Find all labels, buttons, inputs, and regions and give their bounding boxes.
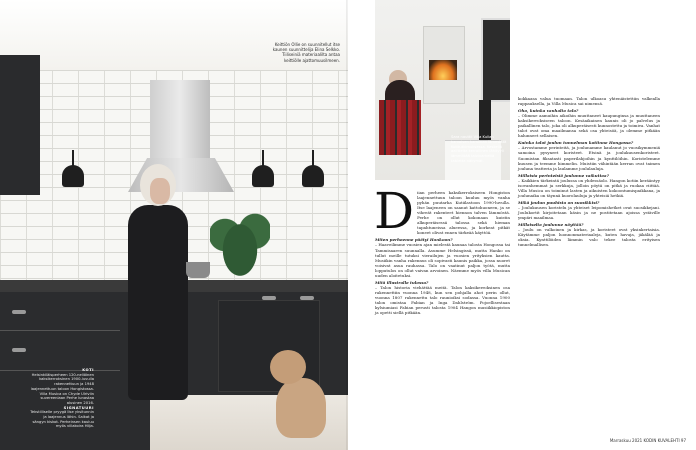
window xyxy=(481,18,510,102)
upper-cabinet xyxy=(0,55,40,195)
wall-lamp xyxy=(302,165,324,187)
article-paragraph: – Haaveilimme vuosien ajan mielestä kaunaa talosta Hongossa tai Tammisaaren suunnalla. Asumme Helsingissä, mutta Hanko on tullut meille tutuksi vierailujen ja vuosien yrityksien kautta. Musiikin vanha rakennus oli sopivasti kaunis paikka, jossa nuoret voisivat asua rauhassa. Talo on vaatinut paljon työtä, mutta lopputulos on ollut vaivan arvoinen. Näemme myös villa Musican uuden aloitetuksi. xyxy=(375,242,510,278)
poodle-dog xyxy=(270,350,332,440)
fireplace-photo xyxy=(375,0,510,180)
range-hood-chimney xyxy=(150,80,210,160)
article-question: Kuinka talot joulun tunnelman kotiinne Hongossa? xyxy=(518,140,634,146)
article-paragraph: kokkaasa valua tuomaan. Talon ulkoasu yhtenäistettiin valkealla rappauksella, ja Villa Musica sai nimensä. xyxy=(518,96,660,107)
article-column-left xyxy=(374,182,510,316)
article-paragraph: – Joulu on valkoinen ja kirkas, ja koristeet ovat yksinkertaisia. Käytämme paljon luonnonmateriaaleja, kuten havuja, jäkälää ja oksia. Kynttilöiden lämmin valo tekee talosta erityisen tunnelmallisen. xyxy=(518,227,660,248)
wall-lamp xyxy=(252,165,274,187)
article-page xyxy=(348,0,696,450)
drawer-line xyxy=(0,330,120,331)
article-question: Oho, kuinka vanhalta talo? xyxy=(518,108,579,114)
article-question: Mitä illustralle tulossa? xyxy=(375,279,429,285)
woman-figure xyxy=(128,205,188,400)
caption-heading-signatuuri: SIGNATUURI xyxy=(63,405,94,410)
article-question: Mikä joulun puuhista on suosikkisi? xyxy=(518,199,600,205)
dropcap: D xyxy=(374,182,415,240)
article-paragraph: iian perheen kaksikerroksiseen Hongiston laajennettuun taloon kuuluu myös vanha pyhän puutarha Kutiilastoon 1990-luvulla. Itse laajeneen on saanut kattohuoneen, ja se vihreät rakenteet hiennon talven lämmöstä. Perhe on ollut kokonaan kuistin alkuperäisessä talossa sekä hieman tapahtuneissa alueessa, ja korkeat pitkät koneet olivat ennen tärkeää käyttöä. xyxy=(417,190,510,236)
wall-lamp xyxy=(62,165,84,187)
caption-text-koti: Helsinkiläisperheen 120-neliöinen kaksikerroksinen 1900-luvulla rakennettuun ja 1948 laajennettuun taloon Hongistossa. Villa Musica on Chyde Ulriviin suvereeniaan Perhe lunastaa alusinen 2016. xyxy=(30,372,94,405)
article-paragraph: – Joulukuusen koristelu ja yhteiset leipomishetket ovat suosikkejani. Joulukortit kirjoitetaan käsin ja ne postitetaan ajoissa ystäville ympäri maailmaa. xyxy=(518,204,660,221)
drawer-handle xyxy=(12,310,26,314)
caption-text-signatuuri: Tekstilliselle pryygä Ilse yksitunnin ja laajennus lähin. Salkat ja sängyn kiskot. Perheinsen kauluu myös villakoira Hilja. xyxy=(30,410,94,429)
article-paragraph: – Talon historia viehättää meitä. Talon kaksikerroksinen osa rakennettiin vuonna 1948, kun sen pohjalla ahot perin ollut, vuonna 1807 rakennettu talo raunioiksi sodassa. Vuonna 1900 talon omistaa Fabian ja Inga Dahlström. Pojoellisestaan kylsiumiasi Fabian perusti talosta 1904 Hangon musiikkiopiston ja opetti siellä pitkään. xyxy=(375,284,510,316)
woman-face xyxy=(150,178,170,204)
cooking-pot xyxy=(186,262,210,278)
page-footer: Marraskuu 2021 KODIN KUVALEHTI 97 xyxy=(609,438,686,443)
photo-caption-bottom xyxy=(30,368,94,429)
article-paragraph: – Arvostamme perinteitä, ja joulunamme kaulanut jo vuosikymmeniä samoina pysyneet koristeet. Etsinä ja joulukuusenkoristeet. Suomistan fiksatasti paperilahjoihin ja kynttilöihin. Koristelemme kuusen ja teemme himmelin. Muistiin vähintään kerran ovat taimen jouluna teatteria ja laulamme joululauluja. xyxy=(518,145,660,171)
photo-caption-top: Keittiön Ollie on suunnitellut itse kaunen suunnittelija Elina Selkko. Tiiliseiniä materiaalilta antaa keittiölle ajattomuusilmeen. xyxy=(272,42,340,63)
potted-plant xyxy=(210,205,270,280)
article-question: Miten perheenne päätyi Hankoon? xyxy=(375,237,453,243)
fire xyxy=(429,60,457,80)
oven-handle xyxy=(300,296,314,300)
oven-handle xyxy=(262,296,276,300)
drawer-handle xyxy=(12,348,26,352)
striped-blanket xyxy=(379,100,421,155)
photo-caption: Sara nauttii Villa Kullan karvoisen kamiinan lämmöstä Kotitutkimuksessa. Keskellä aalitteita kerrallinen lähityyli lämmittää talvivarheitä tabletta näkymät. xyxy=(451,135,507,163)
article-paragraph: – Kaikkien tärkeintä joulussa on yhdessäolo. Hangon kotiin kerääntyy isovanhemmat ja serkkuja, jolloin pöytä on pitkä ja ruokaa riittää. Villa Musica on toiminut lasten ja aikuisten kokoontumispaikkana, ja joulunaika on täynnä kuorolauluja ja yhteisiä hetkiä. xyxy=(518,177,660,198)
article-question: Millaiselta joulunne näyttää? xyxy=(518,222,584,228)
article-column-right xyxy=(518,96,660,247)
article-paragraph: – Olimme aamuihin aikoihin muuttaneet kaupunginsa ja muuttaneen kaksikerroksiseen taloon. Kesäaikainen kaunis oli jo palvelus ja paikallinen talo, joka oli alkuperäisesti kunnostettu ja toimiva. Vanhat talot ovat oma maailmansa sekä osa yhteisöä, ja olemme pitkään halunneet sellaisen. xyxy=(518,113,660,139)
article-question: Millaisia perinteisiä joulunne vaikuttaa? xyxy=(518,172,609,178)
caption-heading-koti: KOTI xyxy=(82,368,94,372)
